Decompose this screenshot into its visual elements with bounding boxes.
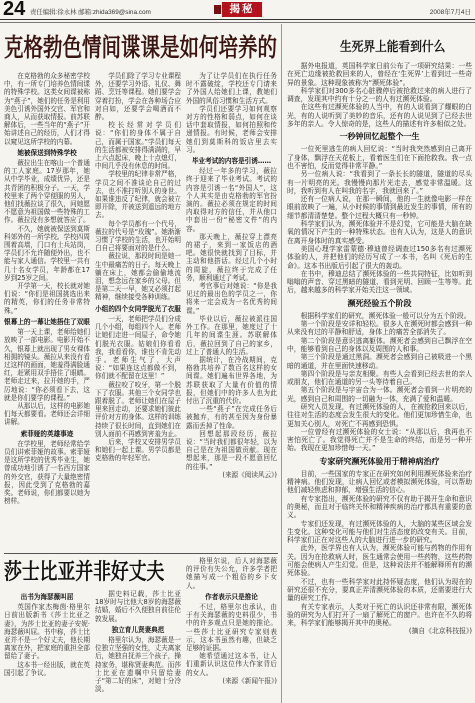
header-rule-thin [0,22,475,23]
main-article-column-1 [4,72,90,550]
article-paragraph: 第一个阶段是安详和轻松。很多人在濒死时都会感到一种从来没有过的平静和舒适，身体上的痛苦全部消失了。 [287,320,472,337]
article-paragraph: 研究人员发现，有过濒死体验的人，在被抢救回来以后，往往对生活的态度会发生很大的变化。他们更加珍惜生命，也更加关心别人，对死亡不再感到恐惧。 [287,402,472,428]
main-article-column-3 [186,72,277,550]
article-subheading: 一秒钟回忆起整个一生 [339,132,420,142]
article-paragraph: 据史料记载，莎士比亚18岁时与比他大8岁的海瑟薇结婚，婚后不久便独自前往伦敦发展。 [95,590,181,623]
article-paragraph: 后来，学校又安排男学员和她们一起上课。男学员都是克格勃的年轻军官。 [95,437,181,463]
article-paragraph: 考官事后对她说：“你是我见过的最出色的学员之一，你将来一定会成为一名优秀的间谍。” [186,282,277,315]
page-number: 24 [3,0,26,20]
section-badge: 揭秘 [222,2,262,17]
article-paragraph: 不过，格里尔也承认，由于有关海瑟薇的史料很少，书中的许多观点只是她的推论。一些莎士比亚研究专家则表示，这本书虽然有趣，但缺乏足够的证据。 [186,603,277,653]
article-paragraph: 在学校里，老师经常给学员们讲索菲娅的故事。索菲娅是这所学校的优秀毕业生，她曾成功地引诱了一名西方国家的外交官，获得了大量绝密情报，因此受到了克格勃的嘉奖。老师说，你们都要以她为榜样。 [4,439,90,506]
article-paragraph: 薇拉咬了咬牙，第一个脱下了衣服。其他三个女同学也跟着脱了。老师让她们在屋子里来回走动，还要求她们彼此评价对方的身体。这样的训练持续了很长时间，直到她们在别人面前不再感到害羞为止。 [95,380,181,438]
article-paragraph: 这本书一经出版，就在英国引起了争议。 [4,660,90,677]
article-source: (摘自《北京科技报》) [408,627,472,636]
article-subheading: 索菲娅的英雄事迹 [20,429,74,438]
article-subheading: 出书为海瑟薇叫屈 [20,593,74,601]
article-paragraph: 格里尔认为，海瑟薇是一位独立坚强的女性，丈夫离家后，她独自抚养三个孩子，操持家务，堪称贤妻典范。而莎士比亚在遗嘱中只留给妻子“第二好的床”，对她十分冷淡。 [95,636,181,694]
article-subheading: 专家研究濒死体验用于精神病治疗 [319,456,440,466]
article-paragraph: 每个学员都有一个代号，薇拉的代号是“玫瑰”。她渐渐习惯了学校的生活，也开始明白自己将要面对的是什么。 [95,219,181,253]
article-paragraph: 一位死里逃生的病人回忆说：“当时我突然感到自己离开了身体，飘浮在天花板上，看着医生们在下面抢救我。我一点也不害怕，反而觉得非常平静。” [287,145,472,170]
article-paragraph: 在这些有过濒死体验的人当中，有的人说看到了耀眼的白光，有的人说听到了美妙的音乐，还有的人说见到了已经去世多年的亲人。令人惊奇的是，这些人的描述有许多相似之处。 [287,103,472,129]
article-paragraph: 那天晚上，薇拉穿上漂亮的裙子，来到一家饭店的酒吧。她很快就找到了目标，并主动和他搭话。经过几个小时的周旋，薇拉终于完成了任务，顺利通过了考试。 [186,232,277,282]
section-rule [4,553,278,554]
article-paragraph: 有专家指出，濒死体验的研究不仅有助于揭开生命和意识的奥秘，而且对于临终关怀和精神疾病的治疗都具有重要的意义。 [287,494,472,520]
article-paragraph: 经过一年多的学习，薇拉终于迎来了毕业考试。考试的内容是引诱一名“外国人”，这个人其实是由克格勃的军官扮演的。薇拉必须在规定的时间内取得对方的信任，并从他口中套出一份“秘密文件”的内容。 [186,167,277,233]
main-article-column-2 [95,72,181,550]
article-paragraph: 美国心理学家雷蒙德·穆迪曾经调查过150多名有过濒死体验的人，并把他们的经历写成了一本书，名叫《死后的生命》。这本书出版后引起了很大的轰动。 [287,244,472,270]
article-paragraph: 根据科学家们的研究，濒死体验一般可以分为五个阶段。 [300,311,471,320]
article-paragraph: 第一天上课，老师给她们放映了一部电影。电影开始不久，银幕上就出现了男女裸体相拥的镜头。薇拉从来没有看过这样的画面，她羞得满脸通红，赶紧用双手捂住了眼睛。老师走过来，拉开她的手，严厉地说：“你必须看下去，这就是你们要学的课程。” [4,328,90,402]
article-subheading: 她被保送到特殊学校 [17,148,77,157]
bottom-article-column-3 [186,557,277,702]
article-paragraph: 格里尔说，后人对海瑟薇的评价有失公允，许多学者把她描写成一个粗俗的乡下女人。 [186,557,277,590]
article-subheading: 濒死经验五个阶段 [347,298,412,308]
article-source: (来源《新闻午报》) [222,676,277,685]
article-paragraph: 从那以后，这样的电影她们每天都要看。老师还会详细讲解。 [4,401,90,427]
article-paragraph: 学校里的纪律非常严格，学员之间不准谈论自己的过去，也不准打听别人的身世。如果谁违反了纪律，就会被立即开除，并被送到遥远的地方去。 [95,170,181,220]
article-paragraph: 不久，她就被保送到莫斯科郊外的一所学校。学校四周围着高墙，门口有士兵站岗，学员们不允许随便外出，也不能与家人通信。学校里一共有几十名女学员，年龄都在17岁到25岁之间。 [4,224,90,282]
header-rule [0,19,475,20]
article-paragraph: 专家们还发现，有过濒死体验的人，大脑的某些区域会发生变化。这种变化可能与他们对生活态度的改变有关。目前，科学家们正在对这些人的大脑进行进一步的研究。 [287,519,472,545]
article-paragraph: 英国作家杰梅茵·格里尔日前出版新书《莎士比亚之妻》，为莎士比亚的妻子安妮·海瑟薇叫屈。书中称，莎士比亚并不是一个好丈夫，他长期离家在外，把家庭的重担全部留给了妻子。 [4,603,90,661]
article-paragraph: 科学家们认为，濒死体验并不是幻觉，它可能是大脑在缺氧的情况下产生的一种特殊状态。也有人认为，这是人的意识在离开身体时的真实感受。 [287,220,472,245]
article-paragraph: 第二个阶段是意识逃离躯体。濒死者会感到自己飘浮在空中，能够看到自己的身体以及周围的人和事。 [287,336,472,353]
article-subheading: 独立育儿贤妻典范 [111,625,165,634]
article-paragraph: 毕业以后，薇拉被派往国外工作。在那里，她度过了十几年的间谍生涯。苏联解体后，薇拉回到了自己的家乡，过上了普通人的生活。 [186,314,277,356]
article-paragraph: 第三个阶段是通过黑洞。濒死者会感到自己被吸进一个黑暗的通道，并在里面快速移动。 [287,353,472,370]
article-paragraph: 学员们除了学习专业课程外，还要学习外语、礼仪、舞蹈、烹饪等课程。她们要学会穿着打扮，学会在各种场合应对自如，还要学会喝酒而不醉。 [95,72,181,122]
bottom-article-title: 莎士比亚并非好丈夫 [4,560,165,585]
article-subheading: 作者表示只是推论 [205,592,258,601]
article-paragraph: 一位曾经有过濒死体验的女士说：“从那以后，我再也不害怕死亡了。我觉得死亡并不是生命的终结，而是另一种开始。我现在更加珍惜每一天。” [287,427,472,453]
article-paragraph: 据统计，在冷战期间，克格勃共培养了数百名这样的女间谍。她们遍布世界各地，为苏联获取了大量有价值的情报，但她们中的许多人也为此付出了沉重的代价。 [186,355,277,405]
side-article-body [287,62,472,700]
bottom-article-column-2 [95,590,181,702]
main-article-title: 克格勃色情间谍课是如何培养的 [4,33,278,62]
article-paragraph: 目前，一些国家的专家正在研究如何利用濒死体验来治疗精神病。他们发现，让病人回忆或者模拟濒死体验，可以帮助他们减轻焦虑和抑郁，增强生活的信心。 [287,469,472,495]
article-paragraph: 第五个阶段是与宇宙合为一体。濒死者会看到一片明亮的光，感到自己和周围的一切融为一体，充满了爱和温暖。 [287,386,472,403]
article-paragraph: 为了让学员们在执行任务时不露破绽，学校还专门请来了外国人给她们上课，教她们外国的风俗习惯和生活方式。 [186,72,277,105]
article-paragraph: 另一位病人说：“我看到了一条长长的隧道，隧道的尽头有一片明亮的光。我慢慢向那片光走去，感觉非常温暖。这时，我听到有人在叫我的名字，我就回来了。” [287,170,472,195]
article-paragraph: 科学家们对300多名心脏骤停后被抢救过来的病人进行了调查，发现其中约有十分之一的人有过濒死体验。 [287,86,472,104]
article-subheading: 银幕上的一幕让她捂住了双眼 [4,317,90,326]
side-article-title: 生死界上能看到什么 [340,40,446,55]
section-badge-ornament [214,5,221,14]
article-paragraph: 开学第一天，校长就对她们说：“你们是祖国挑选出来的精英，你们的任务非常特殊。” [4,282,90,315]
article-subheading: 毕业考试的内容是引诱…… [191,157,272,166]
article-paragraph: 薇拉说，那段时间是她一生中最痛苦的日子。每天晚上躺在床上，她都会偷偷地流泪，想念远在家乡的父母。但是第二天一早，她又必须打起精神，继续接受各种训练。 [95,252,181,302]
article-paragraph: 校长经常对学员们说：“你们的身体不属于自己，而属于国家。”学员们每天的生活都被安排得满满的，早上六点起床，晚上十点熄灯，中间几乎没有休息的时间。 [95,121,181,171]
issue-date: 2008年7月4日 [429,9,471,16]
article-paragraph: 在书中，穆迪总结了濒死体验的一些共同特征，比如听到嗡嗡的声音、穿过黑暗的隧道、看到光明、回顾一生等等。此后，越来越多的科学家开始关注这一领域。 [287,269,472,295]
article-paragraph: 此外，医学界也有人认为，濒死体验可能与药物的作用有关。因为在抢救病人时，医生通常会使用一些药物，这些药物可能会使病人产生幻觉。但是，这种说法并不能解释所有的濒死体验。 [287,544,472,578]
article-paragraph: 在克格勃的众多秘密学校中，有一所专门培养色情间谍的特殊学校。这类女间谍被称为“燕子”，她们的任务是利用美色引诱外国外交官、军官和商人，从而获取情报。前苏联解体后，一些当年的“燕子”开始讲述自己的经历，人们才得以窥见这所学校的内幕。 [4,72,90,146]
article-paragraph: 据外电报道，英国科学家日前公布了一项研究结果：一些在死亡边缘被抢救回来的人，曾经在‘生死界’上看到过一些奇异的景象。这种现象被称为“濒死体验”。 [287,62,472,87]
article-paragraph: 回想起那段经历，薇拉说：“当时我们都很年轻，以为自己是在为祖国做贡献。现在想起来，那是一段不愿意回忆的往事。” [186,429,277,471]
article-source: (来源《阅读风云》) [222,470,277,479]
article-paragraph: 不过，也有一些科学家对此持怀疑态度，他们认为现在的研究还很不充分，要真正弄清濒死体验的本质，还需要进行大量的研究工作。 [287,577,472,603]
article-paragraph: 一天，老师把学员们分成几个小组，每组四个人。老师让她们走进一间屋子，命令她们脱光衣服。姑娘们你看看我，我看看你，谁也不肯先动手。老师生气了，大声说：“如果连这点都做不到，你们就不配留在这里！” [95,314,181,381]
article-paragraph: 一些“燕子”在完成任务后被抛弃，有的甚至因为身份暴露而丢掉了性命。 [186,405,277,430]
article-paragraph: 学员们还要学习如何观察对方的性格和弱点，如何在谈话中套取情报，如何拍照和传递情报。有时候，老师会安排她们到莫斯科的饭店里去实习。 [186,104,277,154]
column-divider [281,24,282,703]
article-paragraph: 第四个阶段是与亲友相聚。有些人会看到已经去世的亲人或朋友，他们在通道的另一头等待着自己。 [287,369,472,387]
bottom-article-column-1 [4,590,90,702]
article-paragraph: 她希望通过这本书，让人们重新认识这位伟大作家背后的女人。 [186,652,277,677]
article-paragraph: 薇拉出生在喀山一个普通的工人家庭。17岁那年，她从中学毕业，成绩优异，还是共青团的积极分子。一天，学校里来了两个穿便服的男人，他们找薇拉谈了很久，问她愿不愿意为祖国做一些特殊的工作。薇拉没有多想就答应了。 [4,159,90,225]
editor-info: 责任编辑:徐永林 邮箱:zhida369@sina.com [30,9,151,16]
article-paragraph: 有关专家表示，人类对于死亡的认识还非常有限，濒死体验的研究为人们打开了一扇了解死亡的窗户。也许在不久的将来，科学家们能够揭开其中的奥秘。 [287,602,472,628]
article-paragraph: 还有一位病人说，在那一瞬间，他的一生就像电影一样在眼前放映了一遍，从小时候的事情到最近发生的事情，所有的细节都清清楚楚。整个过程大概只有一秒钟。 [287,195,472,220]
article-subheading: 小组的四个女同学脱光了衣服 [95,304,181,313]
